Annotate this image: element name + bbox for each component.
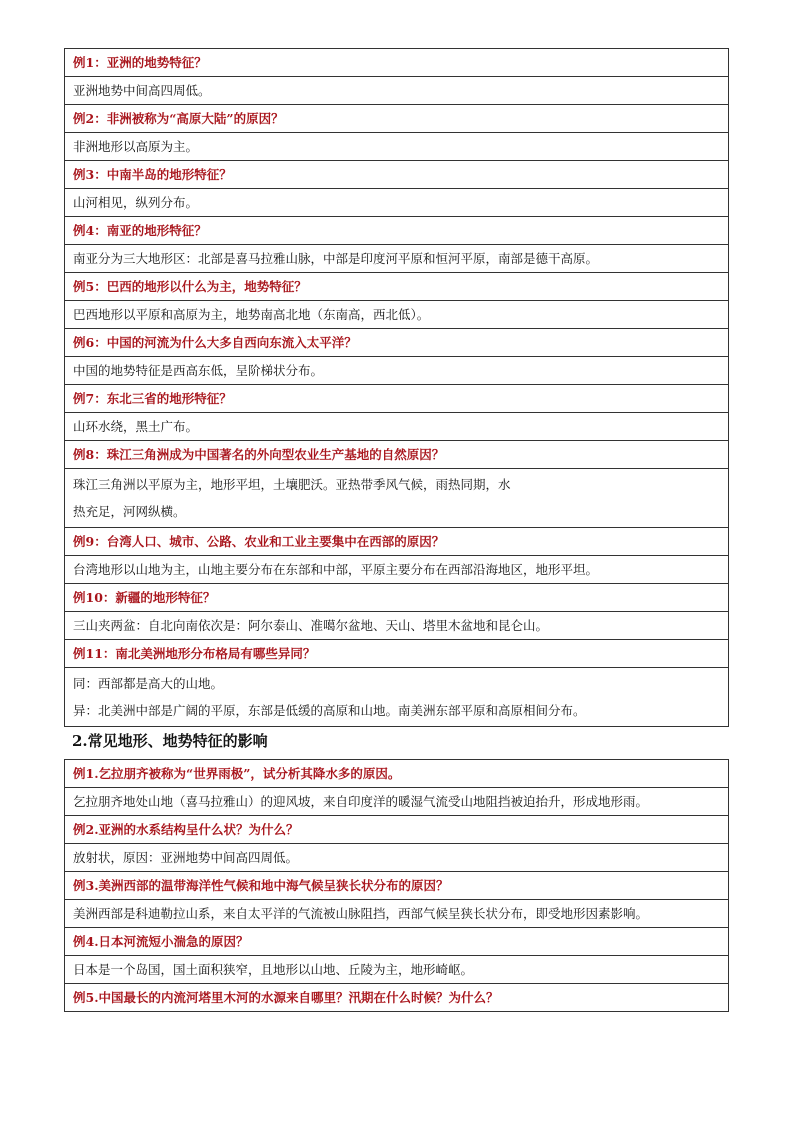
question-row <box>65 984 729 1012</box>
question-row <box>65 273 729 301</box>
question-text: 例4.日本河流短小湍急的原因？ <box>65 928 729 956</box>
question-row <box>65 928 729 956</box>
answer-cell: 山环水绕，黑土广布。 <box>65 413 729 441</box>
answer-line: 同：西部都是高大的山地。 <box>73 676 224 691</box>
answer-row <box>65 301 729 329</box>
answer-row <box>65 844 729 872</box>
answer-line: 异：北美洲中部是广阔的平原，东部是低缓的高原和山地。南美洲东部平原和高原相间分布。 <box>73 703 586 718</box>
question-text: 例2.亚洲的水系结构呈什么状？为什么？ <box>65 816 729 844</box>
answer-cell: 南亚分为三大地形区：北部是喜马拉雅山脉，中部是印度河平原和恒河平原，南部是德干高原。 <box>65 245 729 273</box>
question-text: 例5：巴西的地形以什么为主，地势特征？ <box>65 273 729 301</box>
answer-row <box>65 956 729 984</box>
question-row <box>65 441 729 469</box>
answer-cell: 非洲地形以高原为主。 <box>65 133 729 161</box>
answer-row <box>65 469 729 528</box>
answer-row <box>65 77 729 105</box>
question-row <box>65 760 729 788</box>
answer-row <box>65 612 729 640</box>
question-row <box>65 816 729 844</box>
question-row <box>65 105 729 133</box>
answer-cell: 山河相见，纵列分布。 <box>65 189 729 217</box>
answer-cell: 巴西地形以平原和高原为主，地势南高北地（东南高，西北低）。 <box>65 301 729 329</box>
question-row <box>65 872 729 900</box>
answer-row <box>65 556 729 584</box>
question-text: 例10：新疆的地形特征？ <box>65 584 729 612</box>
question-row <box>65 329 729 357</box>
question-row <box>65 385 729 413</box>
question-text: 例6：中国的河流为什么大多自西向东流入太平洋？ <box>65 329 729 357</box>
section1-qa-body <box>65 49 729 727</box>
answer-line: 珠江三角洲以平原为主，地形平坦，土壤肥沃。亚热带季风气候，雨热同期，水 <box>73 477 511 492</box>
answer-row <box>65 357 729 385</box>
question-row <box>65 528 729 556</box>
section1-qa-table <box>64 48 729 727</box>
question-text: 例3：中南半岛的地形特征？ <box>65 161 729 189</box>
section2-qa-body <box>65 760 729 1012</box>
answer-cell: 日本是一个岛国，国土面积狭窄，且地形以山地、丘陵为主，地形崎岖。 <box>65 956 729 984</box>
answer-line: 热充足，河网纵横。 <box>73 504 186 519</box>
question-text: 例4：南亚的地形特征？ <box>65 217 729 245</box>
answer-cell: 三山夹两盆：自北向南依次是：阿尔泰山、准噶尔盆地、天山、塔里木盆地和昆仑山。 <box>65 612 729 640</box>
question-text: 例11：南北美洲地形分布格局有哪些异同？ <box>65 640 729 668</box>
answer-row <box>65 788 729 816</box>
answer-row <box>65 245 729 273</box>
answer-row <box>65 189 729 217</box>
question-text: 例2：非洲被称为“高原大陆”的原因？ <box>65 105 729 133</box>
question-text: 例8：珠江三角洲成为中国著名的外向型农业生产基地的自然原因？ <box>65 441 729 469</box>
section2-qa-table <box>64 759 729 1012</box>
question-row <box>65 161 729 189</box>
answer-cell: 放射状，原因：亚洲地势中间高四周低。 <box>65 844 729 872</box>
answer-cell: 乞拉朋齐地处山地（喜马拉雅山）的迎风坡，来自印度洋的暖湿气流受山地阻挡被迫抬升，形成地形雨。 <box>65 788 729 816</box>
question-text: 例9：台湾人口、城市、公路、农业和工业主要集中在西部的原因？ <box>65 528 729 556</box>
answer-cell: 台湾地形以山地为主，山地主要分布在东部和中部，平原主要分布在西部沿海地区，地形平坦。 <box>65 556 729 584</box>
answer-cell <box>65 469 729 528</box>
section2-heading: 2.常见地形、地势特征的影响 <box>72 732 268 750</box>
question-text: 例3.美洲西部的温带海洋性气候和地中海气候呈狭长状分布的原因？ <box>65 872 729 900</box>
question-text: 例1：亚洲的地势特征？ <box>65 49 729 77</box>
answer-cell: 中国的地势特征是西高东低，呈阶梯状分布。 <box>65 357 729 385</box>
question-row <box>65 584 729 612</box>
answer-row <box>65 133 729 161</box>
answer-row <box>65 413 729 441</box>
question-text: 例1.乞拉朋齐被称为“世界雨极”，试分析其降水多的原因。 <box>65 760 729 788</box>
question-row <box>65 49 729 77</box>
answer-cell <box>65 668 729 727</box>
answer-cell: 美洲西部是科迪勒拉山系，来自太平洋的气流被山脉阻挡，西部气候呈狭长状分布，即受地形因素影响。 <box>65 900 729 928</box>
question-text: 例7：东北三省的地形特征？ <box>65 385 729 413</box>
question-row <box>65 217 729 245</box>
answer-row <box>65 900 729 928</box>
question-row <box>65 640 729 668</box>
question-text: 例5.中国最长的内流河塔里木河的水源来自哪里？汛期在什么时候？为什么？ <box>65 984 729 1012</box>
answer-cell: 亚洲地势中间高四周低。 <box>65 77 729 105</box>
answer-row <box>65 668 729 727</box>
